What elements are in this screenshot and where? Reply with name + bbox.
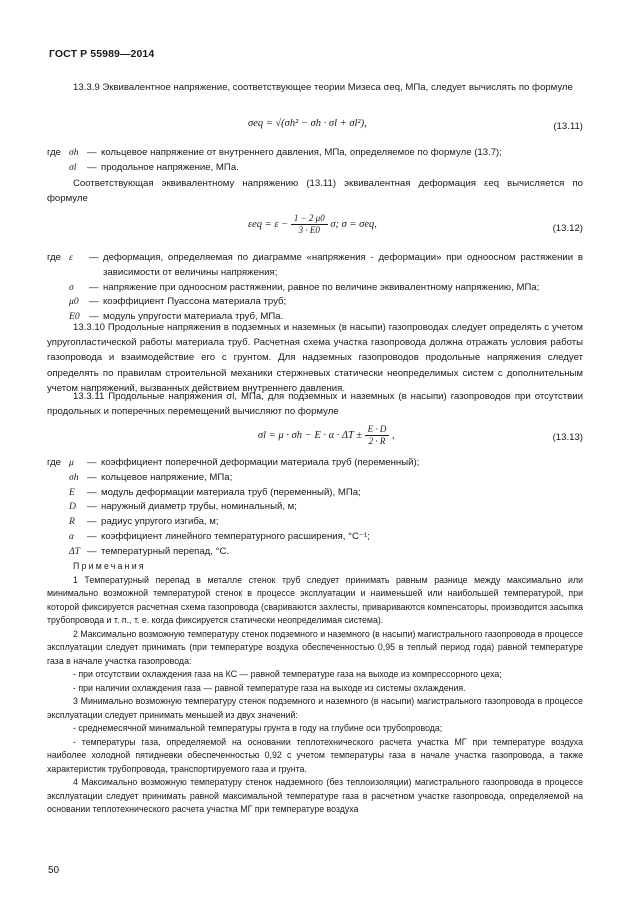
- definition-row: ΔT — температурный перепад, °С.: [69, 545, 230, 557]
- formula-13-12-fraction: $\frac{1 - 2 \mu 0}{3 \cdot E0}$: [291, 213, 328, 236]
- definitions-13-11: [47, 146, 583, 176]
- definition-row: R — радиус упругого изгиба, м;: [69, 516, 219, 528]
- definition-row: E — модуль деформации материала труб (переменный), МПа;: [69, 486, 361, 498]
- definitions-13-13: [47, 456, 583, 560]
- definition-row: α — коэффициент линейного температурного расширения, °С⁻¹;: [69, 530, 370, 542]
- equivalent-strain-intro: Соответствующая эквивалентному напряжению (13.11) эквивалентная деформация εeq вычисляется по формуле: [47, 178, 583, 205]
- formula-13-12-number: (13.12): [552, 223, 583, 234]
- note-item: 4 Максимально возможную температуру стенок надземного (без теплоизоляции) магистрального газопровода в процессе эксплуатации следует принимать равной максимальной температуре газа в расчетном участке газопровода, определяемой на основании теплотехнического расчета участка МГ при температуре воздуха: [47, 777, 583, 814]
- definition-row: σ — напряжение при одноосном растяжении, равное по величине эквивалентному напряжению, МПа;: [69, 281, 540, 293]
- note-item: - среднемесячной минимальной температуры грунта в году на глубине оси трубопровода;: [73, 723, 443, 733]
- note-item: 3 Минимально возможную температуру стенок подземного и наземного (в насыпи) магистрального газопровода в процессе эксплуатации следует принимать меньшей из двух значений:: [47, 696, 583, 720]
- section-13-3-10: 13.3.10 Продольные напряжения в подземных и наземных (в насыпи) газопроводах следует определять с учетом упругопластической работы материала труб. Расчетная схема участка газопровода должна отражать условия работы газопровода и взаимодействие его с грунтом. Для надземных газопроводов продольные напряжения следует определять по правилам строительной механики стержневых статически неопределимых систем с дополнительным учетом напряжений, вызванных действием внутреннего давления.: [47, 322, 583, 394]
- note-item: - при наличии охлаждения газа — равной температуре газа на выходе из системы охлаждения.: [73, 682, 466, 693]
- formula-13-13-fraction: $\frac{E \cdot D}{2 \cdot R}$: [365, 424, 390, 447]
- definition-row: σh — кольцевое напряжение, МПа;: [69, 471, 233, 483]
- formula-13-12: εeq = ε − $\frac{1 - 2 \mu 0}{3 \cdot E0}$ σ; σ = σeq,: [248, 213, 377, 235]
- definition-row: где μ — коэффициент поперечной деформации материала труб (переменный);: [47, 457, 420, 468]
- document-header: ГОСТ Р 55989—2014: [49, 48, 155, 60]
- definition-row: где σh — кольцевое напряжение от внутреннего давления, МПа, определяемое по формуле (13.7);: [47, 147, 502, 158]
- notes-block: [47, 560, 583, 817]
- formula-13-13-number: (13.13): [552, 432, 583, 443]
- definition-row: σl — продольное напряжение, МПа.: [69, 161, 239, 173]
- definitions-13-12: [47, 251, 583, 325]
- definition-row: E0 — модуль упругости материала труб, МПа.: [69, 311, 284, 323]
- page-number: 50: [48, 865, 60, 876]
- note-item: - при отсутствии охлаждения газа на КС — равной температуре газа на выходе из компрессорного цеха;: [73, 669, 502, 679]
- formula-13-11-number: (13.11): [553, 121, 583, 132]
- definition-row: D — наружный диаметр трубы, номинальный, м;: [69, 501, 297, 513]
- definition-row: μ0 — коэффициент Пуассона материала труб;: [69, 296, 287, 308]
- definition-row: где ε — деформация, определяемая по диаграмме «напряжения - деформации» при одноосном растяжении в зависимости от величины напряжения;: [47, 252, 583, 278]
- formula-13-13: σl = μ · σh − E · α · ΔT ± $\frac{E \cdot D}{2 \cdot R}$ ,: [258, 424, 395, 446]
- note-item: 1 Температурный перепад в металле стенок труб следует принимать равным разнице между максимально или минимально возможной температурой стенок в процессе эксплуатации и наименьшей или наибольшей температурой, при которой фиксируется расчетная схема газопровода (свариваются захлесты, привариваются компенсаторы, производится засыпка трубопровода и т. п., т. е. когда фиксируется статически неопределимая система).: [47, 574, 583, 625]
- section-13-3-11-intro: 13.3.11 Продольные напряжения σl, МПа, для подземных и наземных (в насыпи) газопроводов при отсутствии продольных и поперечных перемещений вычисляют по формуле: [47, 391, 583, 418]
- notes-heading: Примечания: [73, 561, 146, 571]
- note-item: - температуры газа, определяемой на основании теплотехнического расчета участка МГ при температуре воздуха наиболее холодной пятидневки обеспеченностью 0,92 с учетом температуры газа в начале участка газопровода, а также характеристик трубопровода, транспортируемого газа и грунта.: [47, 736, 583, 774]
- formula-13-11: σeq = √(σh² − σh · σl + σl²),: [248, 118, 367, 129]
- section-13-3-9-intro: 13.3.9 Эквивалентное напряжение, соответствующее теории Мизеса σeq, МПа, следует вычислять по формуле: [73, 82, 573, 93]
- note-item: 2 Максимально возможную температуру стенок подземного и наземного (в насыпи) магистрального газопровода в процессе эксплуатации следует принимать (при температуре воздуха обеспеченностью 0,95 в теплый период года) равной температуре газа в начале участка газопровода:: [47, 628, 583, 666]
